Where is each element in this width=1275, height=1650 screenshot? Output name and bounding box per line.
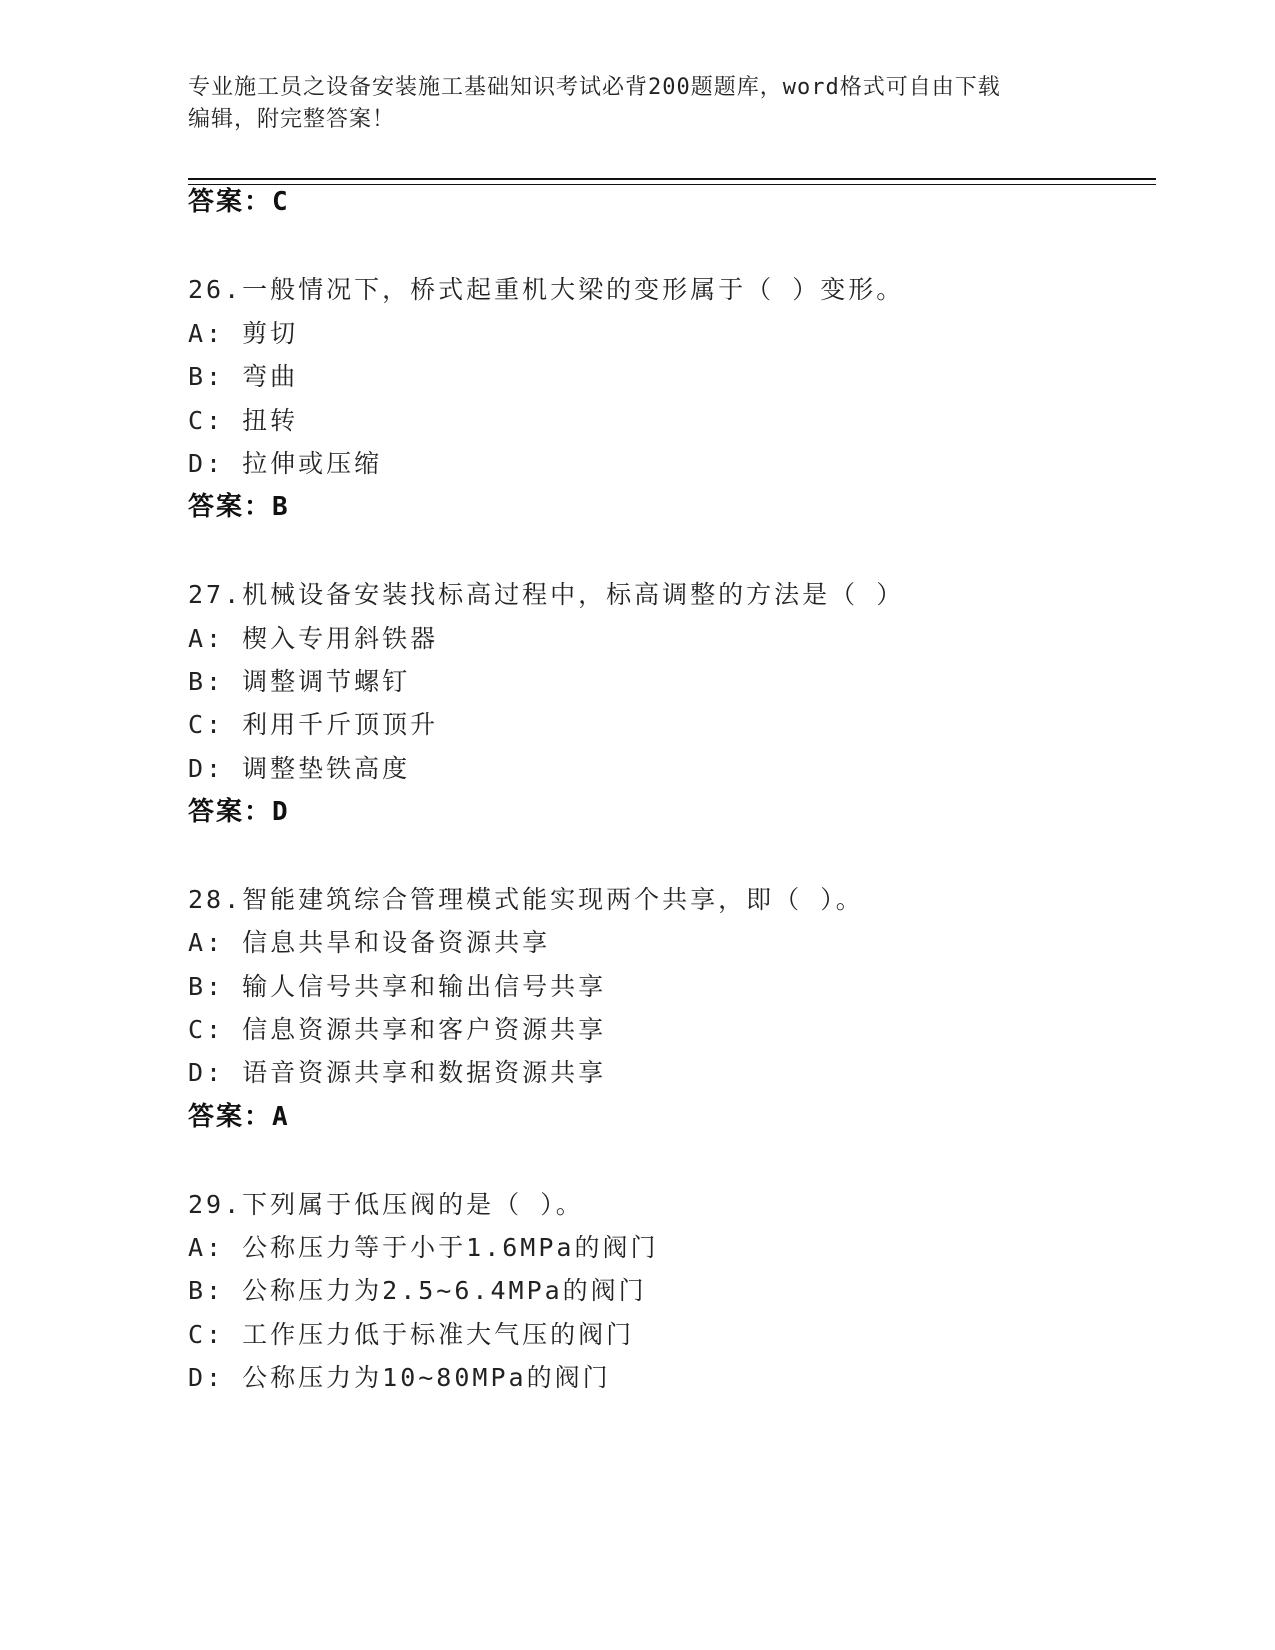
question-27-option-c: C: 利用千斤顶顶升 (188, 710, 439, 739)
question-28-option-c: C: 信息资源共享和客户资源共享 (188, 1015, 607, 1044)
question-26-option-d: D: 拉伸或压缩 (188, 449, 383, 478)
question-27-answer: 答案：D (188, 797, 290, 827)
document-header (188, 72, 1088, 136)
question-28-option-a: A: 信息共旱和设备资源共享 (188, 928, 551, 957)
question-26-option-a: A: 剪切 (188, 319, 299, 348)
question-27-option-b: B: 调整调节螺钉 (188, 667, 411, 696)
question-28-option-d: D: 语音资源共享和数据资源共享 (188, 1058, 607, 1087)
question-27-option-d: D: 调整垫铁高度 (188, 754, 411, 783)
question-26-option-b: B: 弯曲 (188, 362, 299, 391)
question-28-option-b: B: 输人信号共享和输出信号共享 (188, 972, 607, 1001)
header-title-line-2: 编辑，附完整答案！ (188, 107, 396, 132)
question-26-answer: 答案：B (188, 492, 290, 522)
previous-answer: 答案：C (188, 187, 290, 217)
question-29-option-d: D: 公称压力为10~80MPa的阀门 (188, 1363, 611, 1392)
question-26-option-c: C: 扭转 (188, 406, 299, 435)
question-29-option-a: A: 公称压力等于小于1.6MPa的阀门 (188, 1233, 659, 1262)
question-26-stem: 26.一般情况下，桥式起重机大梁的变形属于（ ）变形。 (188, 275, 905, 304)
header-divider-thin (188, 184, 1156, 185)
question-29-stem: 29.下列属于低压阀的是（ ）。 (188, 1190, 584, 1219)
header-divider-thick (188, 178, 1156, 180)
question-28-stem: 28.智能建筑综合管理模式能实现两个共享，即（ ）。 (188, 885, 864, 914)
question-27-option-a: A: 楔入专用斜铁器 (188, 624, 439, 653)
question-28-answer: 答案：A (188, 1102, 290, 1132)
question-29-option-c: C: 工作压力低于标准大气压的阀门 (188, 1320, 635, 1349)
header-title-line-1: 专业施工员之设备安装施工基础知识考试必背200题题库，word格式可自由下载 (188, 75, 1001, 100)
question-29-option-b: B: 公称压力为2.5~6.4MPa的阀门 (188, 1276, 647, 1305)
question-27-stem: 27.机械设备安装找标高过程中，标高调整的方法是（ ） (188, 580, 905, 609)
